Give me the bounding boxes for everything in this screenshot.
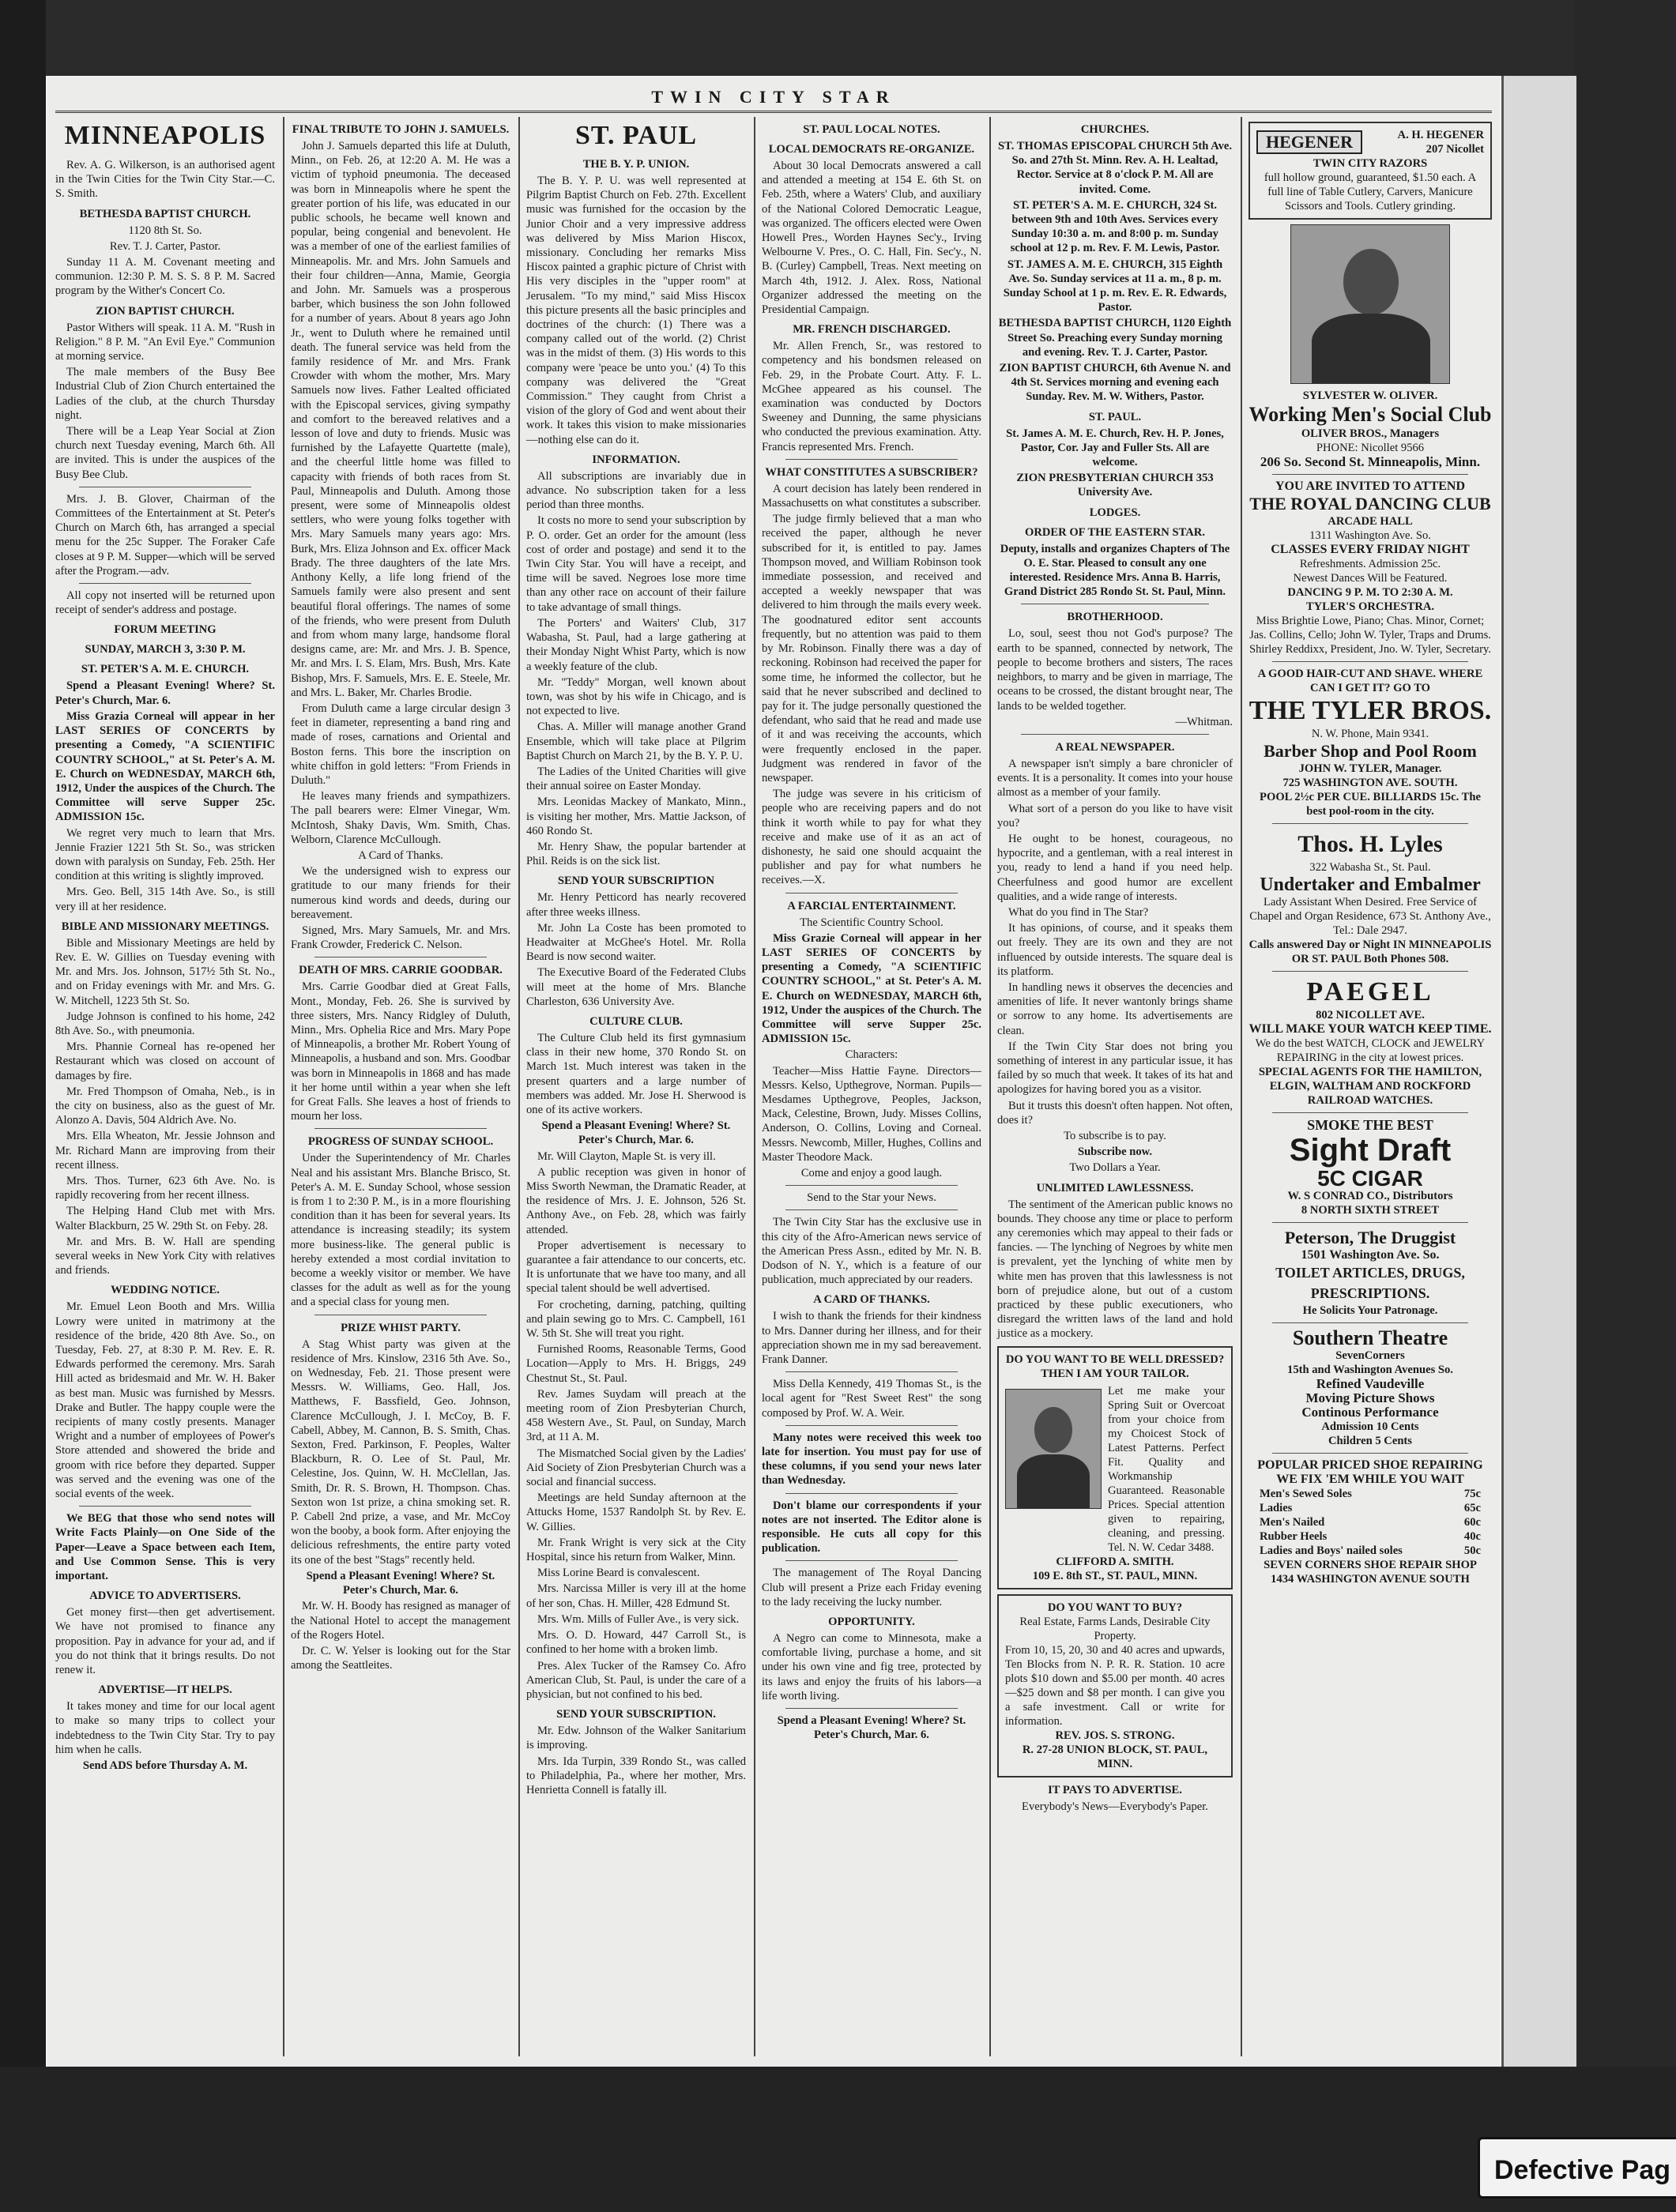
paragraph: Under the Superintendency of Mr. Charles Neal and his assistant Mrs. Blanche Brisco, St. Peter's A. M. E. Sunday School, whose session is from 1 to 2:30 P. M., is in a more flourishing condition than it has been for several years. Its attendance is increasing steadily; its system more business-like. The general public is hereby extended a most cordial invitation to become a weekly visitor or member. We have classes for the adult as well as for the young and a special class for young men. bbox=[291, 1152, 510, 1309]
tyler-phone: N. W. Phone, Main 9341. bbox=[1311, 728, 1429, 740]
subscribe-line: Subscribe now. bbox=[1077, 1146, 1153, 1159]
divider bbox=[79, 583, 251, 584]
scan-border-bottom bbox=[0, 2067, 1676, 2212]
dance-officers: Shirley Reddixx, President, Jno. W. Tyler, Secretary. bbox=[1249, 643, 1492, 656]
cigar-price: 5C CIGAR bbox=[1317, 1166, 1423, 1191]
paragraph: Many notes were received this week too late for insertion. You must pay for use of these columns, if you send your news later than Wednesday. bbox=[762, 1431, 981, 1488]
column-churches bbox=[989, 117, 1241, 2056]
club-address: 206 So. Second St. Minneapolis, Minn. bbox=[1260, 454, 1481, 469]
paegel-name: PAEGEL bbox=[1306, 977, 1434, 1006]
newspaper-page bbox=[47, 77, 1500, 2067]
lyles-trade: Undertaker and Embalmer bbox=[1260, 875, 1481, 895]
masthead-rule bbox=[55, 111, 1492, 113]
divider bbox=[1272, 1222, 1468, 1223]
theatre-admission: Admission 10 Cents bbox=[1321, 1420, 1419, 1433]
paragraph: Spend a Pleasant Evening! Where? St. Peter's Church, Mar. 6. bbox=[777, 1714, 966, 1742]
paragraph: Miss Grazia Corneal will appear in her LAST SERIES OF CONCERTS by presenting a Comedy, "A SCIENTIFIC COUNTRY SCHOOL," at St. Peter's A. M. E. Church on WEDNESDAY, MARCH 6th, 1912, Under the auspices of the Church. The Committee will serve Supper 25c. ADMISSION 15c. bbox=[55, 709, 275, 824]
paragraph: Send ADS before Thursday A. M. bbox=[82, 1759, 248, 1773]
paragraph: Mrs. O. D. Howard, 447 Carroll St., is confined to her home with a broken limb. bbox=[526, 1629, 746, 1657]
divider bbox=[785, 1371, 958, 1372]
divider bbox=[79, 1506, 251, 1507]
shoe-price: 75c bbox=[1463, 1488, 1481, 1500]
razor-ad bbox=[1249, 122, 1492, 220]
heading: DEATH OF MRS. CARRIE GOODBAR. bbox=[299, 964, 503, 977]
ad-heading: DO YOU WANT TO BE WELL DRESSED? THEN I AM YOUR TAILOR. bbox=[1005, 1352, 1225, 1380]
dance-club-name: THE ROYAL DANCING CLUB bbox=[1249, 494, 1491, 514]
shoe-item: Men's Sewed Soles bbox=[1260, 1488, 1352, 1500]
paragraph: It takes money and time for our local agent to make so many trips to collect your indebtedness to the Twin City Star. Try to pay him when he calls. bbox=[55, 1700, 275, 1756]
divider bbox=[785, 1708, 958, 1709]
druggist-items: TOILET ARTICLES, DRUGS, PRESCRIPTIONS. bbox=[1275, 1265, 1465, 1301]
paragraph: All copy not inserted will be returned upon receipt of sender's address and postage. bbox=[55, 589, 275, 617]
paragraph: Mr. Allen French, Sr., was restored to competency and his bondsmen released on Feb. 29, in the Probate Court. Atty. F. L. McGhee appeared as his counsel. The examination was conducted by Doctors Sweeney and Dunning, the same physicians who conducted the previous examination. Atty. Francis represented Mrs. French. bbox=[762, 340, 981, 453]
theatre-name: Southern Theatre bbox=[1292, 1326, 1448, 1349]
divider bbox=[1272, 1322, 1468, 1323]
ad-address: 207 Nicollet bbox=[1426, 143, 1484, 156]
lyles-address: 322 Wabasha St., St. Paul. bbox=[1309, 861, 1431, 874]
cigar-distributor: W. S CONRAD CO., Distributors bbox=[1287, 1190, 1453, 1202]
subscribe-line: To subscribe is to pay. bbox=[1064, 1129, 1166, 1142]
paragraph: The judge firmly believed that a man who received the paper, although he never subscribed for it, is entitled to pay. James Thompson moved, and William Robinson took immediate possession, and received and accepted a weekly newspaper that was delivered to him through the mails every week. The goodnatured editor sent accounts frequently, but no attention was paid to them by Mr. Robinson. Finally there was a day of reckoning. Robinson had received the paper for some time, he informed the collector, but he said that he never subscribed and declined to pay for it. The judge personally questioned the defendant, who said that he read and made use of it and was receiving the accounts, which were frequently enclosed in the paper. Judgment was rendered in favor of the newspaper. bbox=[762, 513, 981, 784]
paragraph: It has opinions, of course, and it speaks them out freely. They are its own and they are not influenced by outside interests. The square deal is its platform. bbox=[997, 922, 1233, 978]
paragraph: Mrs. Geo. Bell, 315 14th Ave. So., is still very ill at her residence. bbox=[55, 886, 275, 913]
shoe-item: Men's Nailed bbox=[1260, 1516, 1325, 1529]
paragraph: Get money first—then get advertisement. We have not promised to finance any proposition. Pay in advance for your ad, and if you do not think that it brings results. Do not renew it. bbox=[55, 1606, 275, 1677]
ad-text: Let me make your Spring Suit or Overcoat from your choice from my Choicest Stock of Latest Patterns. Perfect Fit. Quality and Workmanship Guaranteed. Reasonable Prices. Special attention given to repairing, cleaning, and pressing. Tel. N. W. Cedar 3488. bbox=[1108, 1384, 1225, 1554]
paragraph: In handling news it observes the decencies and amenities of life. It never wantonly brings shame or sorrow to any home. Its advertisements are clean. bbox=[997, 980, 1233, 1037]
lyles-calls: Calls answered Day or Night IN MINNEAPOLIS OR ST. PAUL Both Phones 508. bbox=[1249, 939, 1492, 965]
heading: MR. FRENCH DISCHARGED. bbox=[793, 323, 951, 337]
heading: LODGES. bbox=[1089, 506, 1141, 519]
cigar-name: Sight Draft bbox=[1289, 1133, 1452, 1168]
paragraph: Miss Lorine Beard is convalescent. bbox=[537, 1567, 700, 1580]
heading: ADVICE TO ADVERTISERS. bbox=[89, 1589, 241, 1603]
paragraph: Sunday 11 A. M. Covenant meeting and communion. 12:30 P. M. S. S. 8 P. M. Sacred program by the Wither's Concert Co. bbox=[55, 256, 275, 298]
heading: PROGRESS OF SUNDAY SCHOOL. bbox=[307, 1135, 494, 1149]
paragraph: The B. Y. P. U. was well represented at Pilgrim Baptist Church on Feb. 27th. Excellent music was furnished for the occasion by the Junior Choir and a very impressive address was delivered by Miss Marion Hiscox, missionary. Concluding her remarks Miss Hiscox painted a graphic picture of Christ with His very disciples in the "upper room" at Jerusalem. "To my mind," said Miss Hiscox this picture presents all the basic principles and doctrines of the church: (1) There was a company called out of the world. (2) Christ was in the midst of them. (3) His words to this company were 'peace be unto you.' (4) To this company was delivered the "Great Commission." They caught from Christ a vision of the glory of God and went about their work. It takes this vision to make missionaries—nothing else can do it. bbox=[526, 175, 746, 446]
paragraph: Judge Johnson is confined to his home, 242 8th Ave. So., with pneumonia. bbox=[55, 1010, 275, 1037]
dance-orchestra: TYLER'S ORCHESTRA. bbox=[1305, 600, 1435, 613]
paragraph: Furnished Rooms, Reasonable Terms, Good Location—Apply to Mrs. H. Briggs, 249 Chestnut St., St. Paul. bbox=[526, 1343, 746, 1385]
paragraph: A court decision has lately been rendered in Massachusetts on what constitutes a subscriber. bbox=[762, 482, 981, 510]
paragraph: Mrs. Narcissa Miller is very ill at the home of her son, Chas. H. Miller, 428 Edmund St. bbox=[526, 1582, 746, 1610]
razor-logo: HEGENER bbox=[1256, 130, 1362, 154]
divider bbox=[1272, 971, 1468, 972]
paragraph: It costs no more to send your subscription by P. O. order. Get an order for the amount (less cost of order and postage) and send it to the Twin City Star. You will have a receipt, and time will be saved. Negroes lose more time than any other race on account of their failure to take advantage of small things. bbox=[526, 514, 746, 614]
shoe-heading: POPULAR PRICED SHOE REPAIRING bbox=[1257, 1458, 1483, 1472]
heading: PRIZE WHIST PARTY. bbox=[341, 1321, 461, 1334]
subheading: The Scientific Country School. bbox=[800, 916, 943, 929]
heading: ST. PAUL LOCAL NOTES. bbox=[803, 123, 940, 136]
paegel-address: 802 NICOLLET AVE. bbox=[1316, 1009, 1425, 1021]
ad-name: CLIFFORD A. SMITH. bbox=[1056, 1555, 1174, 1568]
heading: BROTHERHOOD. bbox=[1067, 611, 1163, 624]
lyles-name: Thos. H. Lyles bbox=[1297, 831, 1443, 857]
dance-address: 1311 Washington Ave. So. bbox=[1309, 529, 1431, 542]
paragraph: Mrs. Carrie Goodbar died at Great Falls, Mont., Monday, Feb. 26. She is survived by three sisters, Mrs. Nancy Ridgley of Duluth, Minn., Mrs. Ophelia Rice and Mrs. Mary Pope of Minneapolis, a brother Mr. Robert Young of Minneapolis, a husband and son. Mrs. Goodbar was born in Minneapolis in 1868 and has made it her home until within a year when she left for Great Falls. She leaves a host of friends to mourn her loss. bbox=[291, 980, 510, 1123]
paragraph: Come and enjoy a good laugh. bbox=[800, 1167, 943, 1179]
heading: ADVERTISE—IT HELPS. bbox=[98, 1683, 232, 1697]
poem: Lo, soul, seest thou not God's purpose? The earth to be spanned, connected by network, The people to become brothers and sisters, The races neighbors, to marry and be given in marriage, The oceans to be crossed, the distant brought near, The lands to be welded together. bbox=[997, 627, 1233, 713]
church-listing: ZION PRESBYTERIAN CHURCH 353 University Ave. bbox=[1016, 472, 1214, 499]
church-listing: ST. THOMAS EPISCOPAL CHURCH 5th Ave. So. and 27th St. Minn. Rev. A. H. Lealtad, Rector. Service at 8 o'clock P. M. All are invited. Come. bbox=[997, 140, 1233, 196]
dance-musicians: Miss Brightie Lowe, Piano; Chas. Minor, Cornet; Jas. Collins, Cello; John W. Tyler, Traps and Drums. bbox=[1249, 615, 1491, 641]
shoe-price: 60c bbox=[1463, 1516, 1481, 1529]
paragraph: Mrs. Wm. Mills of Fuller Ave., is very sick. bbox=[537, 1612, 740, 1626]
ad-heading: DO YOU WANT TO BUY? bbox=[1047, 1601, 1183, 1614]
paragraph: Mrs. Leonidas Mackey of Mankato, Minn., is visiting her mother, Mrs. Mattie Jackson, of 460 Rondo St. bbox=[526, 796, 746, 837]
paragraph: The Ladies of the United Charities will give their annual soiree on Easter Monday. bbox=[526, 765, 746, 793]
paragraph: Miss Della Kennedy, 419 Thomas St., is the local agent for "Rest Sweet Rest" the song composed by Prof. W. A. Weir. bbox=[762, 1378, 981, 1420]
divider bbox=[785, 459, 958, 460]
shoe-item: Rubber Heels bbox=[1260, 1530, 1328, 1543]
heading: CHURCHES. bbox=[1080, 123, 1150, 136]
paragraph: Rev. A. G. Wilkerson, is an authorised agent in the Twin Cities for the Twin City Star.—C. S. Smith. bbox=[55, 159, 275, 201]
paragraph: The Helping Hand Club met with Mrs. Walter Blackburn, 25 W. 29th St. on Feby. 28. bbox=[55, 1205, 275, 1232]
divider bbox=[1272, 474, 1468, 475]
section-title-st-paul: ST. PAUL bbox=[574, 121, 698, 150]
dance-classes: CLASSES EVERY FRIDAY NIGHT bbox=[1271, 543, 1470, 556]
heading: BIBLE AND MISSIONARY MEETINGS. bbox=[61, 920, 269, 933]
paragraph: Don't blame our correspondents if your notes are not inserted. The Editor alone is responsible. He cuts all copy for this publication. bbox=[762, 1499, 981, 1556]
masthead: TWIN CITY STAR bbox=[651, 87, 896, 107]
paragraph: The management of The Royal Dancing Club will present a Prize each Friday evening to the lady receiving the lucky number. bbox=[762, 1567, 981, 1608]
paragraph: Teacher—Miss Hattie Fayne. Directors—Messrs. Kelso, Upthegrove, Norman. Pupils—Mesdames Upthegrove, Peoples, Jackson, Mack, Celestine, Brown, Judy. Misses Collins, Anderson, O. Collins, Loving and Corneal. Messrs. Newcomb, Miller, Hughes, Collins and Master Theodore Mack. bbox=[762, 1064, 981, 1164]
shoe-price-row bbox=[1249, 1515, 1492, 1529]
poem-attribution: —Whitman. bbox=[1175, 715, 1233, 728]
cigar-address: 8 NORTH SIXTH STREET bbox=[1301, 1204, 1440, 1217]
column-obituaries bbox=[283, 117, 518, 2056]
divider bbox=[785, 1493, 958, 1494]
paegel-heading: WILL MAKE YOUR WATCH KEEP TIME. bbox=[1249, 1022, 1492, 1036]
paragraph: Miss Grazie Corneal will appear in her LAST SERIES OF CONCERTS by presenting a Comedy, "A SCIENTIFIC COUNTRY SCHOOL," at St. Peter's A. M. E. Church on WEDNESDAY, MARCH 6th, 1912, Under the auspices of the Church. The Committee will serve Supper 25c. ADMISSION 15c. bbox=[762, 931, 981, 1046]
paragraph: From Duluth came a large circular design 3 feet in diameter, representing a band ring and made of roses, carnations and Oriental and Boston ferns. This bore the inscription on white chiffon in gold letters: "From Friends in Duluth." bbox=[291, 702, 510, 787]
club-name: Working Men's Social Club bbox=[1249, 403, 1492, 426]
subheading: Characters: bbox=[845, 1048, 898, 1062]
paragraph: John J. Samuels departed this life at Duluth, Minn., on Feb. 26, at 12:20 A. M. He was a victim of typhoid pneumonia. The deceased was born in Minneapolis where he spent the greater portion of his life, was educated in our public schools, he became well known and popular, being congenial and benevolent. He was a member of one of the earliest families of Minneapolis. Mr. and Mrs. John Samuels and their four children—Anna, Mamie, Georgia and John. Mr. Samuels was a prosperous barber, which business the son John followed for a number of years. About 8 years ago John Jr., went to Duluth where he remained until death. The funeral service was held from the family residence of Mr. and Mrs. Frank Crowder with whom the mother, Mrs. Mary Samuels now lives. Father Lealted officiated with the Episcopal services, giving sympathy and comfort to the bereaved relatives and a lesson of love and duty to friends. Music was furnished by the Lafayette Quartette (male), and the cheerful little home was filled to capacity with friends of both races from St. Paul, Minneapolis and Duluth. Among those present, were some of Minneapolis oldest settlers, who were young folks together with Mrs. Mary Samuels many years ago: Mrs. Burk, Mrs. Eliza Johnson and Ex. officer Mack Brady. The three daughters of the late Mrs. Anthony Kelly, a life long friend of the Samuels family were also present and sent beautiful floral offerings. The names of some of the friends, who were present from Duluth and from whom many large, handsome floral designs came, are: Mr. and Mrs. J. B. Spence, Mr. and Mrs. I. S. Elam, Mrs. Bush, Mrs. Kate Bishop, Mrs. F. Samuels, Mrs. E. E. Steele, Mr. and Mrs. L. Baker, Mr. Charles Brodie. bbox=[291, 140, 510, 699]
paragraph: All subscriptions are invariably due in advance. No subscription taken for a less period than three months. bbox=[526, 469, 746, 512]
paegel-agents: SPECIAL AGENTS FOR THE HAMILTON, ELGIN, WALTHAM AND ROCKFORD RAILROAD WATCHES. bbox=[1258, 1066, 1482, 1107]
club-phone: PHONE: Nicollet 9566 bbox=[1316, 442, 1425, 454]
paragraph: Mrs. Phannie Corneal has re-opened her Restaurant which was closed on account of damages by fire. bbox=[55, 1040, 275, 1082]
paragraph: He ought to be honest, courageous, no hypocrite, and a gentleman, with a real interest in you, ready to lend a hand if you need help. Cheerfulness and good humor are excellent qualities, and a wide range of interests. bbox=[997, 832, 1233, 903]
paragraph: Mr. W. H. Boody has resigned as manager of the National Hotel to accept the management of the Rogers Hotel. bbox=[291, 1600, 510, 1642]
paragraph: We regret very much to learn that Mrs. Jennie Frazier 1221 5th St. So., was stricken down with paralysis on Sunday, Feb. 25th. Her condition at this writing is slightly improved. bbox=[55, 826, 275, 883]
shoe-price-row bbox=[1249, 1529, 1492, 1544]
divider bbox=[785, 1560, 958, 1561]
heading: SUNDAY, MARCH 3, 3:30 P. M. bbox=[85, 643, 246, 656]
divider bbox=[1272, 661, 1468, 662]
shoe-price-row bbox=[1249, 1544, 1492, 1558]
subheading: Rev. T. J. Carter, Pastor. bbox=[109, 239, 221, 253]
shoe-item: Ladies and Boys' nailed soles bbox=[1260, 1544, 1403, 1557]
paragraph: I wish to thank the friends for their kindness to Mrs. Danner during her illness, and for their appreciation shown me in my sad bereavement. Frank Danner. bbox=[762, 1310, 981, 1367]
paragraph: Mr. Will Clayton, Maple St. is very ill. bbox=[537, 1149, 716, 1163]
paragraph: We BEG that those who send notes will Write Facts Plainly—on One Side of the Paper—Leave a Space between each Item, and Use Common Sense. This is very important. bbox=[55, 1512, 275, 1583]
shoe-price-list bbox=[1249, 1487, 1492, 1558]
lyles-text: Lady Assistant When Desired. Free Service of Chapel and Organ Residence, 673 St. Anthony Ave., Tel.: Dale 2947. bbox=[1249, 896, 1491, 937]
divider bbox=[785, 1185, 958, 1186]
heading: ST. PETER'S A. M. E. CHURCH. bbox=[81, 663, 250, 676]
paragraph: Spend a Pleasant Evening! Where? St. Peter's Church, Mar. 6. bbox=[306, 1569, 495, 1597]
heading: SEND YOUR SUBSCRIPTION bbox=[557, 875, 715, 888]
paragraph: If the Twin City Star does not bring you something of interest in any particular issue, it has failed by so much that week. It takes of its hat and apologizes for having bored you as a visitor. bbox=[997, 1040, 1233, 1097]
divider bbox=[785, 1209, 958, 1210]
paragraph: What do you find in The Star? bbox=[1008, 905, 1149, 919]
divider bbox=[785, 1425, 958, 1426]
tagline: Everybody's News—Everybody's Paper. bbox=[1022, 1800, 1208, 1813]
paragraph: Mr. Henry Shaw, the popular bartender at Phil. Reids is on the sick list. bbox=[526, 840, 746, 868]
divider bbox=[1272, 1453, 1468, 1454]
church-listing: ST. PETER'S A. M. E. CHURCH, 324 St. between 9th and 10th Aves. Services every Sunday 10:30 a. m. and 8:00 p. m. Sunday school at 12 p. m. Rev. F. M. Lewis, Pastor. bbox=[1010, 198, 1220, 255]
tyler-manager: JOHN W. TYLER, Manager. bbox=[1298, 762, 1442, 775]
ad-text: full hollow ground, guaranteed, $1.50 each. A full line of Table Cutlery, Carvers, Manicure Scissors and Tools. Cutlery grinding. bbox=[1264, 171, 1477, 213]
heading: A REAL NEWSPAPER. bbox=[1055, 740, 1175, 754]
paragraph: About 30 local Democrats answered a call and attended a meeting at 154 E. 6th St. on Feb. 25th, where a Waters' Club, and auxiliary of the National Colored Democratic League, was organized. The officers elected were Owen Howell Pres., Worden Haynes Sec'y., Irving Welbourne V. Pres., O. C. Hall, Fin. Sec'y., N. B. (Curley) Campbell, Treas. Next meeting on March 4th, 1912. J. Alex. Ross, National Organizer addressed the meeting on the Presidential Campaign. bbox=[762, 160, 981, 317]
heading: BETHESDA BAPTIST CHURCH. bbox=[79, 207, 251, 220]
paragraph: The Executive Board of the Federated Clubs will meet at the home of Mrs. Blanche Charleston, 636 University Ave. bbox=[526, 966, 746, 1008]
ad-subheading: Real Estate, Farms Lands, Desirable City Property. bbox=[1019, 1615, 1211, 1642]
church-listing: ZION BAPTIST CHURCH, 6th Avenue N. and 4th St. Services morning and evening each Sunday. Rev. M. W. Withers, Pastor. bbox=[999, 362, 1231, 404]
paragraph: There will be a Leap Year Social at Zion church next Tuesday evening, March 6th. All are invited. This is under the auspices of the Busy Bee Club. bbox=[55, 425, 275, 481]
adjacent-page-edge bbox=[1501, 76, 1576, 2067]
column-st-paul-local-notes bbox=[754, 117, 989, 2056]
paragraph: Mr. Edw. Johnson of the Walker Sanitarium is improving. bbox=[526, 1725, 746, 1752]
divider bbox=[314, 1128, 487, 1129]
paragraph: Pastor Withers will speak. 11 A. M. "Rush in Religion." 8 P. M. "An Evil Eye." Communion at morning service. bbox=[55, 321, 275, 363]
paragraph: Rev. James Suydam will preach at the meeting room of Zion Presbyterian Church, 458 Western Ave., St. Paul, on Sunday, March 3rd, at 11 A. M. bbox=[526, 1387, 746, 1444]
paegel-text: We do the best WATCH, CLOCK and JEWELRY REPAIRING in the city at lowest prices. bbox=[1255, 1037, 1486, 1064]
paragraph: Dr. C. W. Yelser is looking out for the Star among the Seattleites. bbox=[291, 1644, 510, 1672]
shoe-price-row bbox=[1249, 1487, 1492, 1501]
ad-name: REV. JOS. S. STRONG. bbox=[1055, 1729, 1175, 1742]
theatre-children: Children 5 Cents bbox=[1328, 1435, 1412, 1447]
shoe-shop-name: SEVEN CORNERS SHOE REPAIR SHOP bbox=[1264, 1559, 1477, 1571]
column-advertisements bbox=[1241, 117, 1500, 2056]
shoe-subheading: WE FIX 'EM WHILE YOU WAIT bbox=[1276, 1473, 1464, 1486]
heading: A CARD OF THANKS. bbox=[813, 1293, 930, 1307]
shoe-price: 40c bbox=[1463, 1530, 1481, 1543]
church-listing: St. James A. M. E. Church, Rev. H. P. Jones, Pastor, Cor. Jay and Fuller Sts. All are welcome. bbox=[1006, 427, 1224, 469]
lodge-listing: Deputy, installs and organizes Chapters of The O. E. Star. Pleased to consult any one interested. Residence Mrs. Anna B. Harris, Grand District 285 Rondo St. St. Paul, Minn. bbox=[1000, 542, 1230, 599]
heading: IT PAYS TO ADVERTISE. bbox=[1048, 1783, 1182, 1796]
scan-border-right bbox=[1574, 0, 1676, 2212]
dance-invite: YOU ARE INVITED TO ATTEND bbox=[1275, 480, 1466, 493]
subscribe-line: Two Dollars a Year. bbox=[1069, 1161, 1161, 1175]
druggist-address: 1501 Washington Ave. So. bbox=[1301, 1248, 1440, 1262]
heading: WHAT CONSTITUTES A SUBSCRIBER? bbox=[765, 465, 978, 479]
ad-name: A. H. HEGENER bbox=[1397, 129, 1484, 141]
paragraph: Mrs. Ella Wheaton, Mr. Jessie Johnson and Mr. Richard Mann are improving from their recent illness. bbox=[55, 1130, 275, 1172]
theatre-vaudeville: Refined Vaudeville bbox=[1316, 1376, 1425, 1391]
paragraph: Bible and Missionary Meetings are held by Rev. E. W. Gillies on Tuesday evening with Mr. and Mrs. Jos. Johnson, 517½ 5th St. No., and on Friday evenings with Mr. and Mrs. G. W. Mitchell, 1223 5th St. So. bbox=[55, 936, 275, 1007]
scan-border-left bbox=[0, 0, 46, 2212]
paragraph: Mr. Frank Wright is very sick at the City Hospital, since his return from Walker, Minn. bbox=[526, 1536, 746, 1564]
paragraph: Mr. "Teddy" Morgan, well known about town, was shot by his wife in Chicago, and is not expected to live. bbox=[526, 675, 746, 718]
paragraph: Pres. Alex Tucker of the Ramsey Co. Afro American Club, St. Paul, is under the care of a physician, but not confined to his bed. bbox=[526, 1659, 746, 1701]
paragraph: Chas. A. Miller will manage another Grand Ensemble, which will take place at Pilgrim Baptist Church on March 21, by the B. Y. P. U. bbox=[526, 720, 746, 762]
shoe-price: 65c bbox=[1463, 1502, 1481, 1514]
paragraph: Meetings are held Sunday afternoon at the Attucks Home, 1537 Randolph St. by Rev. E. W. Gillies. bbox=[526, 1492, 746, 1533]
heading: UNLIMITED LAWLESSNESS. bbox=[1036, 1181, 1194, 1194]
club-managers: OLIVER BROS., Managers bbox=[1301, 427, 1440, 440]
heading: THE B. Y. P. UNION. bbox=[582, 158, 690, 171]
defective-page-label: Defective Pag bbox=[1478, 2137, 1676, 2199]
tyler-shop: Barber Shop and Pool Room bbox=[1264, 741, 1477, 761]
heading: ST. PAUL. bbox=[1088, 410, 1142, 423]
paragraph: Send to the Star your News. bbox=[807, 1191, 936, 1205]
ad-address: 109 E. 8th ST., ST. PAUL, MINN. bbox=[1032, 1569, 1198, 1582]
paragraph: For crocheting, darning, patching, quilting and plain sewing go to Mrs. C. Campbell, 161 W. 5th St. She will treat you right. bbox=[526, 1298, 746, 1341]
shoe-price: 50c bbox=[1463, 1544, 1481, 1557]
tyler-name: THE TYLER BROS. bbox=[1249, 696, 1492, 725]
column-st-paul bbox=[518, 117, 754, 2056]
paragraph: The Porters' and Waiters' Club, 317 Wabasha, St. Paul, had a large gathering at their Monday Night Whist Party, which is now a weekly feature of the club. bbox=[526, 616, 746, 673]
paragraph: Proper advertisement is necessary to guarantee a fair attendance to our concerts, etc. It is unfortunate that we have too many, and all special talent should be well advertised. bbox=[526, 1239, 746, 1296]
dance-new: Newest Dances Will be Featured. bbox=[1293, 572, 1448, 585]
shoe-price-row bbox=[1249, 1501, 1492, 1515]
theatre-location: SevenCorners bbox=[1335, 1349, 1405, 1362]
paragraph: Mr. Emuel Leon Booth and Mrs. Willia Lowry were united in matrimony at the residence of the bride, 420 8th Ave. So., on Tuesday, Feb. 27, at 8:30 P. M. Rev. E. R. Edwards performed the ceremony. Mrs. Sarah Hill acted as bridesmaid and Mr. W. H. Baker as best man. Music was furnished by Messrs. Drake and Butler. The happy couple were the recipients of many costly presents. Manager Wright and a number of employees of Power's Store attended and showered the bride and groom with rice before they departed. Supper was served and the evening was one of the social events of the week. bbox=[55, 1300, 275, 1501]
scan-border-top bbox=[0, 0, 1676, 76]
tailor-ad bbox=[997, 1346, 1233, 1589]
heading: ZION BAPTIST CHURCH. bbox=[96, 304, 235, 318]
church-listing: BETHESDA BAPTIST CHURCH, 1120 Eighth Street So. Preaching every Sunday morning and evening. Rev. T. J. Carter, Pastor. bbox=[998, 317, 1232, 359]
paragraph: The sentiment of the American public knows no bounds. They choose any time or place to perform any ceremonies which may appeal to their fads or fancies. — The lynching of Negroes by white men is prevalent, yet the lynching of white men by white men has proven that this lawlessness is not born of prejudice alone, but out of a custom practiced by these public executioners, who disregard the written laws of the land and hold justice as a mockery. bbox=[997, 1198, 1233, 1341]
dance-hall: ARCADE HALL bbox=[1328, 515, 1413, 528]
ad-heading: TWIN CITY RAZORS bbox=[1313, 157, 1428, 170]
paragraph: The male members of the Busy Bee Industrial Club of Zion Church entertained the Ladies of the club, at the church Thursday night. bbox=[55, 366, 275, 422]
heading: LOCAL DEMOCRATS RE-ORGANIZE. bbox=[768, 143, 975, 156]
paragraph: Signed, Mrs. Mary Samuels, Mr. and Mrs. Frank Crowder, Frederick C. Nelson. bbox=[291, 924, 510, 952]
heading: FORUM MEETING bbox=[114, 623, 217, 637]
paragraph: A Stag Whist party was given at the residence of Mrs. Kinslow, 2316 5th Ave. So., on Wednesday, Feb. 21. Those present were Messrs. W. Williams, Geo. Hall, Jos. Matthews, F. Bassfield, Geo. Johnson, Clarence McCullough, J. I. McCoy, B. F. Cabell, Abbey, M. Cannon, B. S. Smith, Chas. Sexton, Fred. Parkinson, F. Peoples, Walter Blackburn, R. O. Lee of St. Paul, Mr. Celestine, Jos. Quinn, W. H. McClellan, Jas. Smith, Dr. R. S. Brown, H. Thompson. Chas. Sexton won 1st prize, a china smoking set. R. P. Cabell 2nd prize, a vase, and Mr. McCoy won the booby, a book form. After enjoying the delicious refreshments, the entire party voted its one of the best "Stags" recently held. bbox=[291, 1337, 510, 1567]
ad-text: From 10, 15, 20, 30 and 40 acres and upwards, Ten Blocks from N. P. R. R. Station. 10 acre plots $10 down and $5.00 per month. 40 acres—$25 down and $8 per month. I can give you a safe investment. Call or write for information. bbox=[1005, 1643, 1225, 1728]
paragraph: But it trusts this doesn't often happen. Not often, does it? bbox=[997, 1099, 1233, 1127]
cigar-top: SMOKE THE BEST bbox=[1307, 1117, 1433, 1133]
paragraph: The Mismatched Social given by the Ladies' Aid Society of Zion Presbyterian Church was a social and financial success. bbox=[526, 1446, 746, 1489]
paragraph: The Twin City Star has the exclusive use in this city of the Afro-American news service of the American Press Assn., edited by Mr. N. B. Dodson of N. Y., which is a feature of our publication, much appreciated by our readers. bbox=[762, 1216, 981, 1287]
heading: FINAL TRIBUTE TO JOHN J. SAMUELS. bbox=[292, 123, 510, 136]
druggist-tagline: He Solicits Your Patronage. bbox=[1302, 1304, 1438, 1317]
paragraph: A public reception was given in honor of Miss Sworth Newman, the Dramatic Reader, at the residence of Mrs. J. E. Johnson, 526 St. Anthony Ave., on Feb. 28, which was fairly attended. bbox=[526, 1165, 746, 1236]
paragraph: Mrs. Ida Turpin, 339 Rondo St., was called to Philadelphia, Pa., where her mother, Mrs. Henrietta Connell is fatally ill. bbox=[526, 1755, 746, 1796]
heading: INFORMATION. bbox=[592, 453, 680, 466]
heading: A FARCIAL ENTERTAINMENT. bbox=[787, 899, 956, 912]
shoe-item: Ladies bbox=[1260, 1502, 1293, 1514]
paragraph: Spend a Pleasant Evening! Where? St. Peter's Church, Mar. 6. bbox=[55, 679, 275, 707]
paragraph: Mr. Henry Petticord has nearly recovered after three weeks illness. bbox=[526, 891, 746, 919]
portrait-caption: SYLVESTER W. OLIVER. bbox=[1302, 389, 1438, 402]
theatre-movies: Moving Picture Shows bbox=[1305, 1390, 1435, 1405]
heading: OPPORTUNITY. bbox=[828, 1616, 915, 1629]
church-listing: ST. JAMES A. M. E. CHURCH, 315 Eighth Ave. So. Sunday services at 11 a. m., 8 p. m. Sunday School at 1 p. m. Rev. E. R. Edwards, Pastor. bbox=[1003, 258, 1227, 314]
paragraph: Mr. and Mrs. B. W. Hall are spending several weeks in New York City with relatives and friends. bbox=[55, 1235, 275, 1277]
divider bbox=[1021, 734, 1209, 735]
paragraph: The Culture Club held its first gymnasium class in their new home, 370 Rondo St. on March 1st. Much interest was taken in the present quarters and a large number of members was added. Mr. Jose H. Sherwood is one of its active workers. bbox=[526, 1031, 746, 1116]
ad-address: R. 27-28 UNION BLOCK, ST. PAUL, MINN. bbox=[1022, 1743, 1208, 1770]
tailor-portrait bbox=[1005, 1389, 1102, 1509]
subheading: A Card of Thanks. bbox=[358, 848, 443, 862]
theatre-address: 15th and Washington Avenues So. bbox=[1287, 1364, 1453, 1376]
theatre-performance: Continous Performance bbox=[1301, 1405, 1439, 1420]
divider bbox=[1272, 823, 1468, 824]
paragraph: A newspaper isn't simply a bare chronicler of events. It is a personality. It comes into your house almost as a member of your family. bbox=[997, 757, 1233, 799]
paragraph: The judge was severe in his criticism of people who are receiving papers and do not think it worth while to pay for what they receive and make use of it as an act of dishonesty, he said one should acquaint the publisher and pay for what numbers he receives.—X. bbox=[762, 788, 981, 887]
divider bbox=[1272, 1112, 1468, 1113]
paragraph: Spend a Pleasant Evening! Where? St. Peter's Church, Mar. 6. bbox=[541, 1119, 731, 1147]
paragraph: Mr. John La Coste has been promoted to Headwaiter at McGhee's Hotel. Mr. Rolla Beard is now second waiter. bbox=[526, 921, 746, 964]
column-minneapolis bbox=[47, 117, 283, 2056]
dance-time: DANCING 9 P. M. TO 2:30 A. M. bbox=[1287, 586, 1453, 599]
heading: SEND YOUR SUBSCRIPTION. bbox=[556, 1708, 716, 1721]
heading: WEDDING NOTICE. bbox=[111, 1284, 220, 1297]
paragraph: Mrs. Thos. Turner, 623 6th Ave. No. is rapidly recovering from her recent illness. bbox=[55, 1174, 275, 1202]
paragraph: Mr. Fred Thompson of Omaha, Neb., is in the city on business, also as the guest of Mr. Alonzo A. Davis, 504 Aldrich Ave. No. bbox=[55, 1085, 275, 1127]
paragraph: What sort of a person do you like to have visit you? bbox=[997, 802, 1233, 830]
shoe-shop-address: 1434 WASHINGTON AVENUE SOUTH bbox=[1271, 1573, 1470, 1586]
tyler-address: 725 WASHINGTON AVE. SOUTH. bbox=[1282, 777, 1458, 789]
tyler-pool: POOL 2½c PER CUE. BILLIARDS 15c. The best pool-room in the city. bbox=[1260, 791, 1481, 818]
heading: ORDER OF THE EASTERN STAR. bbox=[1024, 525, 1205, 539]
paragraph: We the undersigned wish to express our gratitude to our many friends for their numerous kind words and deeds, during our bereavement. bbox=[291, 865, 510, 921]
section-title-minneapolis: MINNEAPOLIS bbox=[64, 121, 266, 150]
oliver-portrait bbox=[1290, 224, 1450, 384]
tyler-question: A GOOD HAIR-CUT AND SHAVE. WHERE CAN I GET IT? GO TO bbox=[1257, 668, 1483, 694]
heading: CULTURE CLUB. bbox=[589, 1014, 683, 1028]
paragraph: He leaves many friends and sympathizers. The pall bearers were: Elmer Vinegar, Wm. McIntosh, Shaky Davis, Wm. Smith, Chas. Welborn, Clarence McCullough. bbox=[291, 790, 510, 846]
real-estate-ad bbox=[997, 1594, 1233, 1778]
paragraph: A Negro can come to Minnesota, make a comfortable living, purchase a home, and sit under his own vine and fig tree, protected by its laws and enjoy the fruits of his labors—a life worth living. bbox=[762, 1632, 981, 1702]
druggist-name: Peterson, The Druggist bbox=[1284, 1228, 1456, 1247]
paragraph: Mrs. J. B. Glover, Chairman of the Committees of the Entertainment at St. Peter's Church on March 6th, has arranged a special menu for the 25c Supper. The Foraker Cafe closes at 9 P. M. Supper—which will be served after the Program.—adv. bbox=[55, 492, 275, 577]
subheading: 1120 8th St. So. bbox=[128, 224, 202, 237]
dance-refreshments: Refreshments. Admission 25c. bbox=[1299, 558, 1441, 570]
